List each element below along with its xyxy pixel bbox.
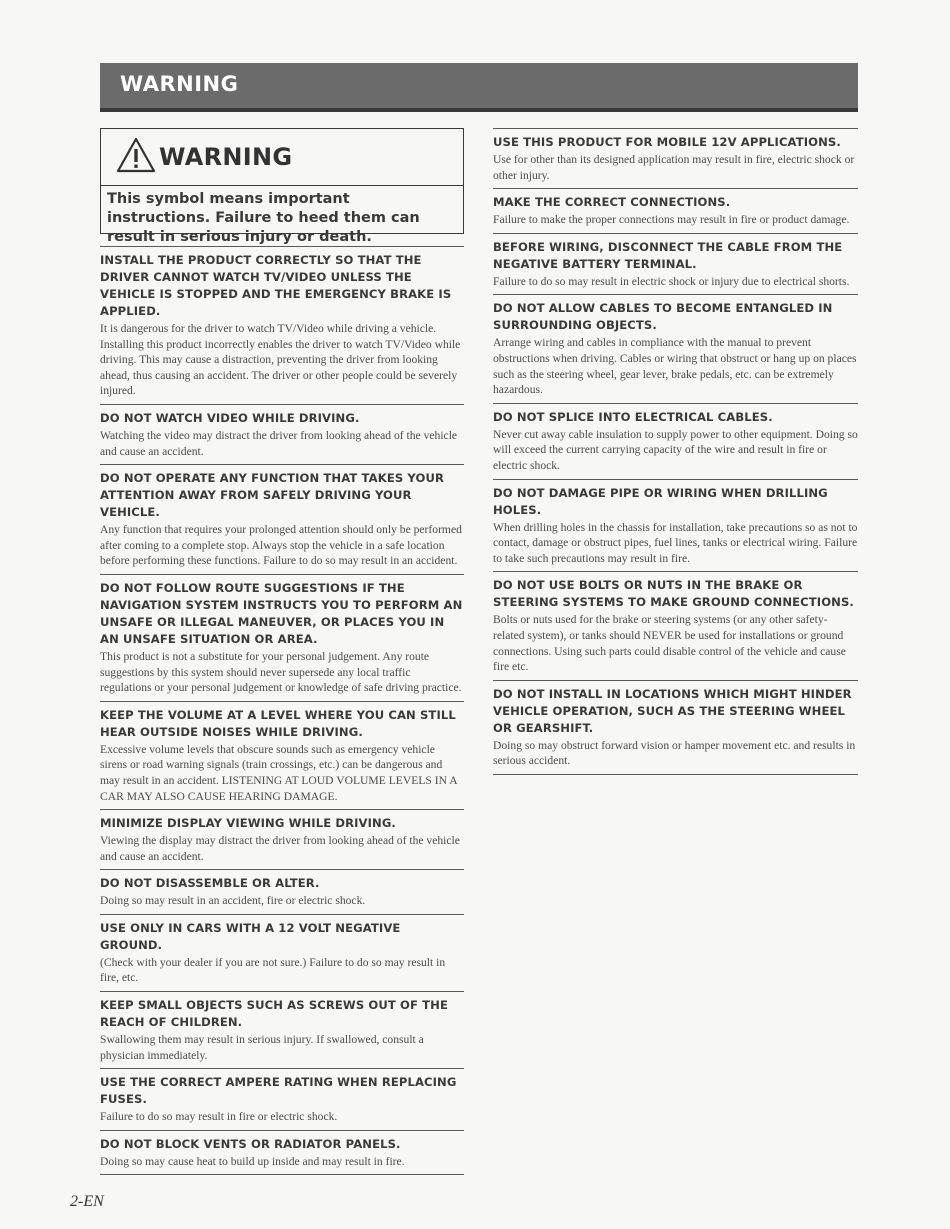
warning-section-title: DO NOT ALLOW CABLES TO BECOME ENTANGLED IN SURROUNDING OBJECTS. xyxy=(493,301,833,333)
warning-section-title: KEEP THE VOLUME AT A LEVEL WHERE YOU CAN STILL HEAR OUTSIDE NOISES WHILE DRIVING. xyxy=(100,707,456,739)
warning-section-title: DO NOT DAMAGE PIPE OR WIRING WHEN DRILLING HOLES. xyxy=(493,485,828,517)
warning-section-title: MINIMIZE DISPLAY VIEWING WHILE DRIVING. xyxy=(100,816,396,831)
warning-section-body: Watching the video may distract the driver from looking ahead of the vehicle and cause an accident. xyxy=(100,428,458,458)
warning-section xyxy=(493,479,858,572)
warning-section xyxy=(100,1068,464,1130)
warning-section-title: KEEP SMALL OBJECTS SUCH AS SCREWS OUT OF THE REACH OF CHILDREN. xyxy=(100,998,448,1030)
warning-section-body: Swallowing them may result in serious injury. If swallowed, consult a physician immediately. xyxy=(100,1033,424,1062)
warning-box-title: WARNING xyxy=(159,143,293,171)
warning-section xyxy=(493,188,858,233)
warning-section-title: USE THIS PRODUCT FOR MOBILE 12V APPLICATIONS. xyxy=(493,135,841,149)
warning-section-body: Failure to do so may result in fire or electric shock. xyxy=(100,1110,338,1124)
right-column xyxy=(493,128,858,775)
warning-section-title: DO NOT WATCH VIDEO WHILE DRIVING. xyxy=(100,410,360,425)
warning-section-body: Failure to do so may result in electric shock or injury due to electrical shorts. xyxy=(493,274,850,288)
warning-section-title: DO NOT DISASSEMBLE OR ALTER. xyxy=(100,876,320,891)
warning-section-body: Failure to make the proper connections may result in fire or product damage. xyxy=(493,213,850,227)
page-number: 2-EN xyxy=(70,1193,104,1210)
warning-section xyxy=(100,1130,464,1176)
warning-section xyxy=(100,246,464,404)
warning-section-title: DO NOT INSTALL IN LOCATIONS WHICH MIGHT HINDER VEHICLE OPERATION, SUCH AS THE STEERING WHEEL OR GEARSHIFT. xyxy=(493,686,852,735)
warning-section xyxy=(100,464,464,574)
warning-section-title: DO NOT FOLLOW ROUTE SUGGESTIONS IF THE NAVIGATION SYSTEM INSTRUCTS YOU TO PERFORM AN UNSAFE OR ILLEGAL MANEUVER, OR PLACES YOU IN AN UNSAFE SITUATION OR AREA. xyxy=(100,580,463,646)
warning-section xyxy=(100,404,464,464)
warning-box-header xyxy=(101,129,463,186)
warning-section xyxy=(493,294,858,402)
warning-section-title: USE ONLY IN CARS WITH A 12 VOLT NEGATIVE GROUND. xyxy=(100,920,401,952)
warning-section-body: Doing so may cause heat to build up inside and may result in fire. xyxy=(100,1154,405,1168)
section-header-title: WARNING xyxy=(120,72,239,96)
warning-section-body: This product is not a substitute for your personal judgement. Any route suggestions by this system should never supersede any local traffic regulations or your personal judgement or knowledge of safe driving practice. xyxy=(100,649,462,695)
warning-section-body: Never cut away cable insulation to supply power to other equipment. Doing so will exceed the current carrying capacity of the wire and result in fire or electric shock. xyxy=(493,427,858,472)
warning-section xyxy=(100,914,464,991)
warning-section-body: Any function that requires your prolonged attention should only be performed after coming to a complete stop. Always stop the vehicle in a safe location before performing these functions. Failure to do so may result in an accident. xyxy=(100,523,462,568)
warning-section xyxy=(493,128,858,188)
warning-section-title: DO NOT SPLICE INTO ELECTRICAL CABLES. xyxy=(493,409,773,424)
warning-section-title: DO NOT OPERATE ANY FUNCTION THAT TAKES YOUR ATTENTION AWAY FROM SAFELY DRIVING YOUR VEHICLE. xyxy=(100,471,445,520)
warning-section-body: Use for other than its designed application may result in fire, electric shock or other injury. xyxy=(493,153,855,182)
warning-section-title: INSTALL THE PRODUCT CORRECTLY SO THAT THE DRIVER CANNOT WATCH TV/VIDEO UNLESS THE VEHICLE IS STOPPED AND THE EMERGENCY BRAKE IS APPLIED. xyxy=(100,253,452,318)
warning-section xyxy=(493,233,858,295)
warning-section xyxy=(100,701,464,809)
warning-section-body: Excessive volume levels that obscure sounds such as emergency vehicle sirens or road warning signals (train crossings, etc.) can be dangerous and may result in an accident. LISTENING AT LOUD VOLUME LEVELS IN A CAR MAY ALSO CAUSE HEARING DAMAGE. xyxy=(100,742,457,803)
warning-section-body: Viewing the display may distract the driver from looking ahead of the vehicle and cause an accident. xyxy=(100,834,460,863)
left-column xyxy=(100,128,464,1175)
left-section-list xyxy=(100,246,464,1175)
warning-triangle-icon xyxy=(116,137,156,173)
warning-section-title: BEFORE WIRING, DISCONNECT THE CABLE FROM THE NEGATIVE BATTERY TERMINAL. xyxy=(493,239,843,271)
warning-section-body: When drilling holes in the chassis for installation, take precautions so as not to contact, damage or obstruct pipes, fuel lines, tanks or electrical wiring. Failure to take such precautions may result in fire. xyxy=(493,520,858,565)
warning-section-title: DO NOT BLOCK VENTS OR RADIATOR PANELS. xyxy=(100,1136,401,1151)
warning-section-title: DO NOT USE BOLTS OR NUTS IN THE BRAKE OR STEERING SYSTEMS TO MAKE GROUND CONNECTIONS. xyxy=(493,578,854,610)
warning-section xyxy=(493,571,858,679)
warning-section-body: (Check with your dealer if you are not sure.) Failure to do so may result in fire, etc. xyxy=(100,955,446,985)
warning-section xyxy=(100,809,464,869)
warning-section-title: MAKE THE CORRECT CONNECTIONS. xyxy=(493,195,731,210)
warning-section xyxy=(100,869,464,914)
warning-section xyxy=(100,991,464,1068)
warning-section-body: Doing so may obstruct forward vision or hamper movement etc. and results in serious accident. xyxy=(493,738,856,768)
warning-section xyxy=(493,680,858,775)
warning-section-title: USE THE CORRECT AMPERE RATING WHEN REPLACING FUSES. xyxy=(100,1075,457,1107)
warning-section-body: Doing so may result in an accident, fire or electric shock. xyxy=(100,894,366,908)
warning-section-body: Bolts or nuts used for the brake or steering systems (or any other safety-related system), or tanks should NEVER be used for installations or ground connections. Using such parts could disable control of the vehicle and cause fire etc. xyxy=(493,613,846,674)
right-section-list xyxy=(493,128,858,775)
section-header-bar xyxy=(100,63,858,112)
warning-section-body: It is dangerous for the driver to watch TV/Video while driving a vehicle. Installing this product incorrectly enables the driver to watch TV/Video while driving. This may cause a distraction, preventing the driver from looking ahead, thus causing an accident. The driver or other people could be severely injured. xyxy=(100,322,461,398)
warning-section-body: Arrange wiring and cables in compliance with the manual to prevent obstructions when driving. Cables or wiring that obstruct or hang up on places such as the steering wheel, gear lever, brake pedals, etc. can be extremely hazardous. xyxy=(493,336,857,397)
warning-section xyxy=(493,403,858,479)
warning-section xyxy=(100,574,464,701)
warning-box-text: This symbol means important instructions. Failure to heed them can result in serious injury or death. xyxy=(107,191,420,245)
warning-symbol-box xyxy=(100,128,464,245)
